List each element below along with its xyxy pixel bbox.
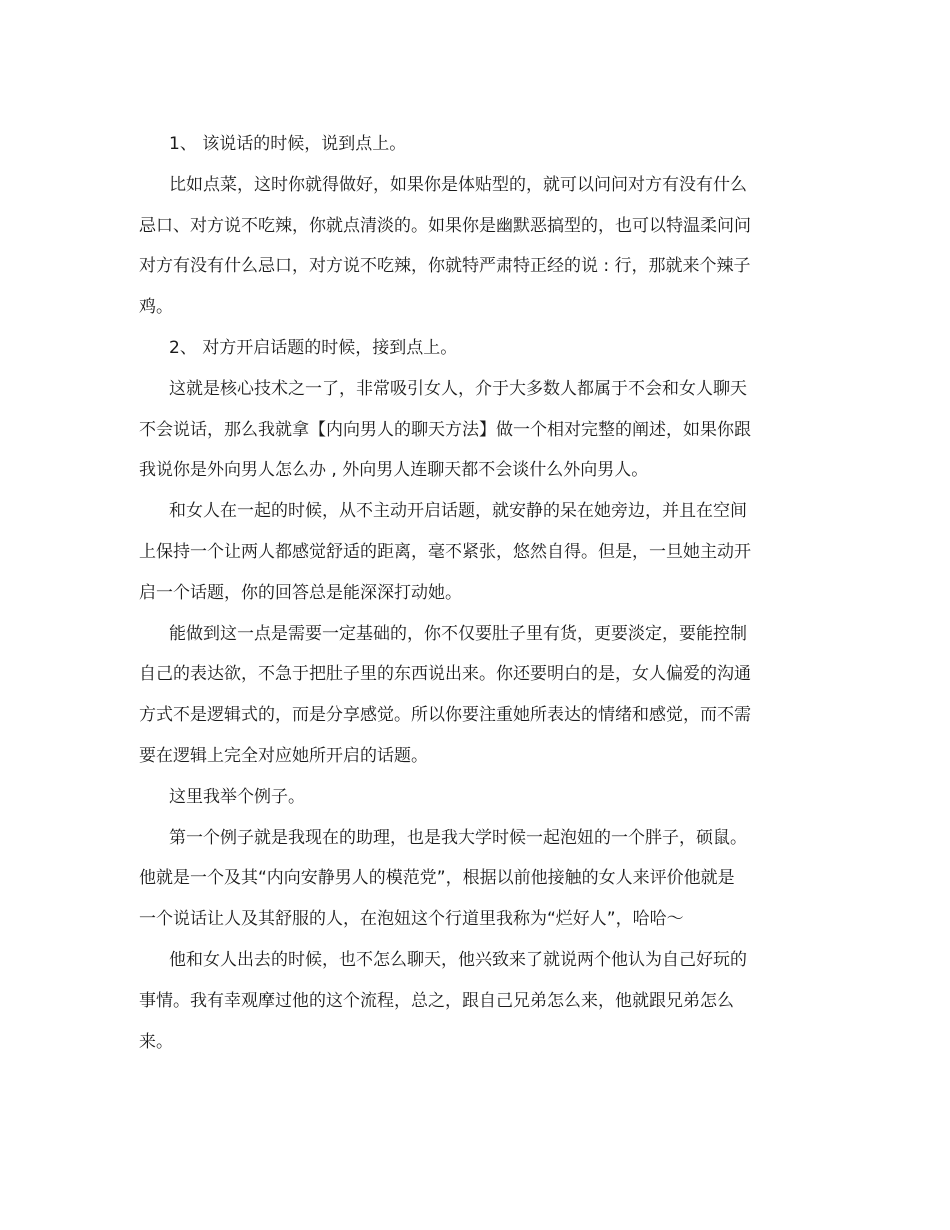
body-paragraph [139,491,799,613]
body-paragraph [139,818,799,940]
text-line: 这就是核心技术之一了，非常吸引女人，介于大多数人都属于不会和女人聊天 [169,378,747,399]
text-line: 1、 该说话的时候，说到点上。 [169,134,407,154]
body-paragraph [139,940,799,1062]
body-paragraph [139,369,799,491]
text-line: 上保持一个让两人都感觉舒适的距离，毫不紧张，悠然自得。但是，一旦她主动开 [139,541,751,562]
section-heading [139,124,799,165]
text-line: 一个说话让人及其舒服的人，在泡妞这个行道里我称为“烂好人”，哈哈～ [139,909,684,930]
text-line: 启一个话题，你的回答总是能深深打动她。 [139,582,462,603]
text-line: 我说你是外向男人怎么办 , 外向男人连聊天都不会谈什么外向男人。 [139,460,649,481]
body-paragraph [139,614,799,777]
section-heading [139,328,799,369]
text-line: 他就是一个及其“内向安静男人的模范党”，根据以前他接触的女人来评价他就是 [139,868,735,889]
text-line: 忌口、对方说不吃辣，你就点清淡的。如果你是幽默恶搞型的，也可以特温柔问问 [139,215,751,236]
text-line: 鸡。 [139,297,173,318]
text-line: 要在逻辑上完全对应她所开启的话题。 [139,745,428,766]
text-line: 事情。我有幸观摩过他的这个流程，总之，跟自己兄弟怎么来，他就跟兄弟怎么 [139,990,734,1011]
text-line: 能做到这一点是需要一定基础的，你不仅要肚子里有货，更要淡定，要能控制 [169,623,747,644]
text-line: 对方有没有什么忌口，对方说不吃辣，你就特严肃特正经的说 : 行，那就来个辣子 [139,256,751,277]
text-line: 这里我举个例子。 [169,786,305,807]
text-line: 不会说话，那么我就拿【内向男人的聊天方法】做一个相对完整的阐述，如果你跟 [139,419,751,440]
text-line: 自己的表达欲，不急于把肚子里的东西说出来。你还要明白的是，女人偏爱的沟通 [139,664,751,685]
text-line: 来。 [139,1031,173,1052]
body-paragraph [139,165,799,328]
body-paragraph [139,777,799,818]
document-body [139,124,799,1062]
text-line: 比如点菜，这时你就得做好，如果你是体贴型的，就可以问问对方有没有什么 [169,174,747,195]
text-line: 方式不是逻辑式的，而是分享感觉。所以你要注重她所表达的情绪和感觉，而不需 [139,705,751,726]
text-line: 他和女人出去的时候，也不怎么聊天，他兴致来了就说两个他认为自己好玩的 [169,949,747,970]
text-line: 第一个例子就是我现在的助理，也是我大学时候一起泡妞的一个胖子，硕鼠。 [169,827,747,848]
text-line: 和女人在一起的时候，从不主动开启话题，就安静的呆在她旁边，并且在空间 [169,501,747,522]
text-line: 2、 对方开启话题的时候，接到点上。 [169,337,458,358]
